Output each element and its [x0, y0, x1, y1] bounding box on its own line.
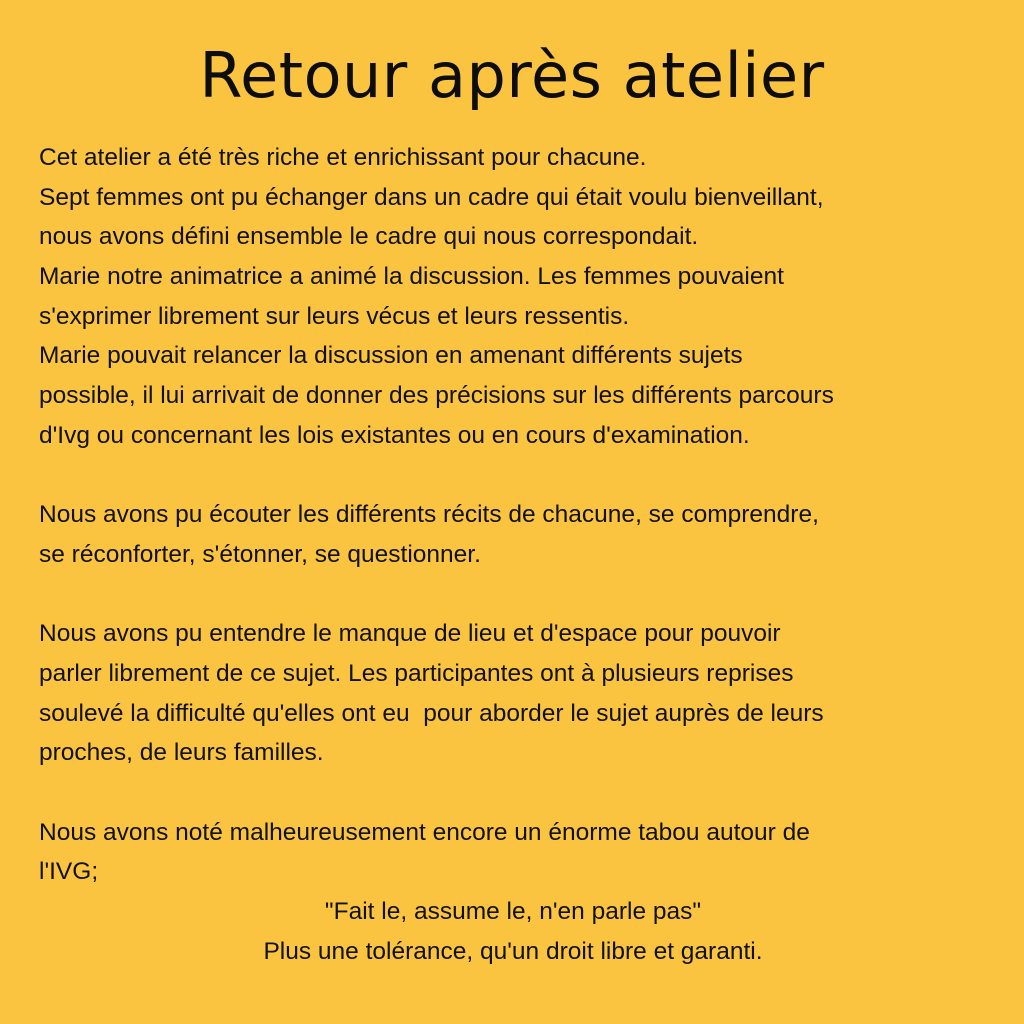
text-line: possible, il lui arrivait de donner des précisions sur les différents parcours: [39, 382, 834, 410]
text-line: Marie notre animatrice a animé la discussion. Les femmes pouvaient: [39, 263, 784, 291]
text-line: se réconforter, s'étonner, se questionner.: [39, 540, 481, 568]
paragraph-spacer: [39, 773, 999, 813]
text-line: Sept femmes ont pu échanger dans un cadre qui était voulu bienveillant,: [39, 183, 824, 211]
text-line: soulevé la difficulté qu'elles ont eu pour aborder le sujet auprès de leurs: [39, 699, 824, 727]
text-line: Nous avons pu écouter les différents récits de chacune, se comprendre,: [39, 501, 819, 529]
paragraph-3: [39, 614, 999, 773]
paragraph-1: [39, 138, 999, 456]
conclusion-line: Plus une tolérance, qu'un droit libre et garanti.: [263, 937, 763, 965]
paragraph-2: [39, 495, 999, 574]
paragraph-4: [39, 813, 999, 972]
text-line: Nous avons noté malheureusement encore un énorme tabou autour de: [39, 818, 810, 846]
body-text: [39, 138, 999, 971]
paragraph-spacer: [39, 575, 999, 615]
text-line: proches, de leurs familles.: [39, 739, 324, 767]
page-title: Retour après atelier: [199, 39, 825, 112]
text-line: l'IVG;: [39, 858, 99, 886]
paragraph-spacer: [39, 456, 999, 496]
quote-line: "Fait le, assume le, n'en parle pas": [324, 898, 702, 926]
text-line: nous avons défini ensemble le cadre qui nous correspondait.: [39, 223, 699, 251]
text-line: s'exprimer librement sur leurs vécus et leurs ressentis.: [39, 302, 630, 330]
text-line: Marie pouvait relancer la discussion en amenant différents sujets: [39, 342, 743, 370]
text-line: Cet atelier a été très riche et enrichissant pour chacune.: [39, 144, 647, 171]
text-line: Nous avons pu entendre le manque de lieu et d'espace pour pouvoir: [39, 620, 781, 648]
text-line: d'Ivg ou concernant les lois existantes ou en cours d'examination.: [39, 421, 750, 449]
text-line: parler librement de ce sujet. Les participantes ont à plusieurs reprises: [39, 659, 794, 687]
